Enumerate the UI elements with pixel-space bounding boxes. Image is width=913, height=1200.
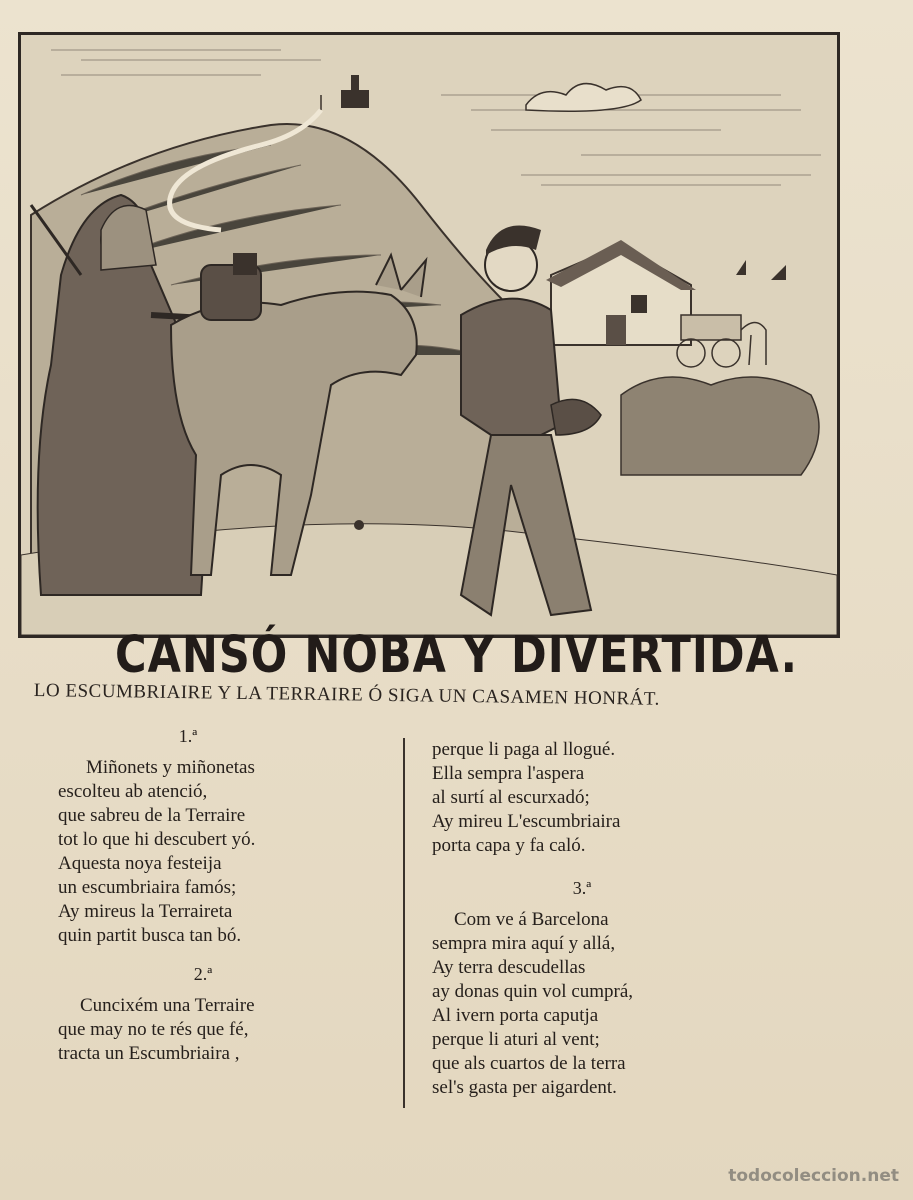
verse-line: Al ivern porta caputja — [432, 1005, 599, 1026]
verse-line: quin partit busca tan bó. — [58, 925, 242, 946]
verse-line: que sabreu de la Terraire — [58, 805, 246, 826]
woodcut-illustration — [18, 32, 840, 638]
verse-line: Aquesta noya festeija — [58, 853, 222, 874]
verse-line: que als cuartos de la terra — [432, 1053, 626, 1074]
distant-boats — [736, 260, 786, 280]
verse-line: perque li paga al llogué. — [432, 739, 616, 760]
verse-line: sel's gasta per aigardent. — [432, 1077, 617, 1098]
verse-line: Com ve á Barcelona — [454, 909, 609, 930]
verse-line: perque li aturi al vent; — [432, 1029, 600, 1050]
left-column — [58, 720, 378, 1066]
verse-line: al surtí al escurxadó; — [432, 787, 590, 808]
verse-line: Miñonets y miñonetas — [86, 757, 255, 778]
watermark: todocoleccion.net — [728, 1166, 899, 1186]
verse-line: Ella sempra l'aspera — [432, 763, 585, 784]
stanza-2-number: 2.ª — [193, 964, 213, 984]
engraving-drawing — [21, 35, 837, 635]
hilltop-castle — [321, 75, 369, 110]
verse-line: que may no te rés que fé, — [58, 1019, 249, 1040]
song-subtitle: LO ESCUMBRIAIRE Y LA TERRAIRE Ó SIGA UN CASAMEN HONRÁT. — [33, 680, 660, 710]
column-divider — [403, 738, 405, 1108]
stanza-1-number: 1.ª — [178, 726, 198, 746]
verse-line: tot lo que hi descubert yó. — [58, 829, 256, 850]
farmhouse — [546, 240, 696, 345]
verse-line: Ay mireus la Terraireta — [58, 901, 233, 922]
verse-line: porta capa y fa caló. — [432, 835, 586, 856]
stanza-3-number: 3.ª — [572, 878, 592, 898]
verse-line: Cuncixém una Terraire — [80, 995, 255, 1016]
verse-line: tracta un Escumbriaira , — [58, 1043, 240, 1064]
road-stone — [354, 520, 364, 530]
bushes — [621, 377, 819, 475]
cloud — [526, 84, 641, 112]
verse-line: Ay mireu L'escumbriaira — [432, 811, 621, 832]
verse-line: Ay terra descudellas — [432, 957, 586, 978]
verse-line: escolteu ab atenció, — [58, 781, 208, 802]
verse-line: un escumbriaira famós; — [58, 877, 237, 898]
song-title: CANSÓ NOBA Y DIVERTIDA. — [115, 626, 798, 685]
verse-line: ay donas quin vol cumprá, — [432, 981, 634, 1002]
right-column — [432, 738, 732, 1100]
verse-line: sempra mira aquí y allá, — [432, 933, 616, 954]
